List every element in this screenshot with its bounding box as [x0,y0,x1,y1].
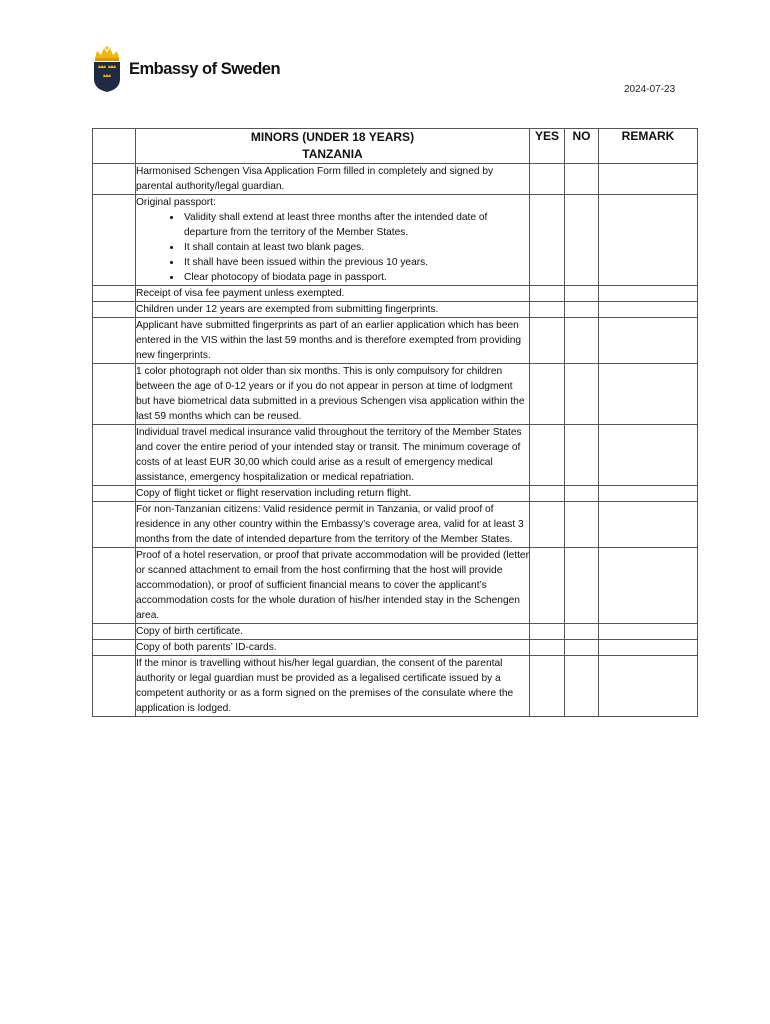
requirement-text: Copy of both parents’ ID-cards. [136,642,277,653]
row-number-cell [93,364,136,425]
no-checkbox-cell[interactable] [565,548,599,624]
no-checkbox-cell[interactable] [565,486,599,502]
requirement-text: Individual travel medical insurance valid throughout the territory of the Member States and cover the entire period of your intended stay or transit. The minimum coverage of costs of at least EUR 30,00 which could arise as a result of emergency medical assistance, emergency hospitalization or medical repatriation. [136,427,522,483]
requirement-text-cell [136,656,530,717]
no-checkbox-cell[interactable] [565,502,599,548]
requirement-text-cell [136,195,530,286]
row-number-cell [93,425,136,486]
requirement-text-cell [136,548,530,624]
yes-checkbox-cell[interactable] [530,656,565,717]
yes-checkbox-cell[interactable] [530,640,565,656]
table-row [93,302,698,318]
no-checkbox-cell[interactable] [565,302,599,318]
requirement-text-cell [136,502,530,548]
no-checkbox-cell[interactable] [565,318,599,364]
remark-cell[interactable] [599,286,698,302]
yes-checkbox-cell[interactable] [530,302,565,318]
table-header-row [93,129,698,164]
no-checkbox-cell[interactable] [565,656,599,717]
remark-cell[interactable] [599,640,698,656]
row-number-cell [93,624,136,640]
table-row [93,164,698,195]
column-header-no: NO [565,129,599,164]
yes-checkbox-cell[interactable] [530,318,565,364]
no-checkbox-cell[interactable] [565,195,599,286]
header-blank-cell [93,129,136,164]
requirement-bullet: • Validity shall extend at least three months after the intended date of departure from the territory of the Member States. [182,210,529,240]
remark-cell[interactable] [599,656,698,717]
swedish-crown-crest-icon [92,45,122,93]
yes-checkbox-cell[interactable] [530,624,565,640]
requirements-checklist-table [92,128,698,717]
yes-checkbox-cell[interactable] [530,486,565,502]
requirement-text-cell [136,286,530,302]
requirement-text: 1 color photograph not older than six months. This is only compulsory for children between the age of 0-12 years or if you do not appear in person at time of lodgment but have biometrical data submitted in a previous Schengen visa application within the last 59 months which can be reused. [136,366,525,422]
yes-checkbox-cell[interactable] [530,164,565,195]
remark-cell[interactable] [599,486,698,502]
yes-checkbox-cell[interactable] [530,502,565,548]
remark-cell[interactable] [599,624,698,640]
requirement-bullet: • It shall contain at least two blank pages. [182,240,529,255]
yes-checkbox-cell[interactable] [530,425,565,486]
requirement-text-cell [136,364,530,425]
requirement-text-cell [136,164,530,195]
no-checkbox-cell[interactable] [565,364,599,425]
row-number-cell [93,640,136,656]
requirement-text-cell [136,486,530,502]
yes-checkbox-cell[interactable] [530,286,565,302]
column-header-remark: REMARK [599,129,698,164]
requirement-text: Proof of a hotel reservation, or proof that private accommodation will be provided (letter or scanned attachment to email from the host confirming that the host will provide accommodation), or proof of sufficient financial means to cover the applicant’s accommodation costs for the whole duration of his/her intended stay in the Schengen area. [136,550,529,621]
remark-cell[interactable] [599,364,698,425]
table-title-line1: MINORS (UNDER 18 YEARS) [250,130,415,144]
requirement-text-cell [136,425,530,486]
requirement-text: Receipt of visa fee payment unless exempted. [136,288,345,299]
row-number-cell [93,164,136,195]
table-row [93,318,698,364]
table-row [93,548,698,624]
yes-checkbox-cell[interactable] [530,364,565,425]
table-row [93,640,698,656]
table-row [93,425,698,486]
no-checkbox-cell[interactable] [565,640,599,656]
header [92,44,280,94]
no-checkbox-cell[interactable] [565,164,599,195]
requirement-text: Harmonised Schengen Visa Application Form filled in completely and signed by parental authority/legal guardian. [136,166,494,192]
requirement-text: Children under 12 years are exempted from submitting fingerprints. [136,304,439,315]
requirement-text-cell [136,640,530,656]
requirement-bullet-list [136,210,529,285]
row-number-cell [93,486,136,502]
row-number-cell [93,656,136,717]
remark-cell[interactable] [599,502,698,548]
table-row [93,195,698,286]
requirement-text: Copy of birth certificate. [136,626,244,637]
column-header-yes: YES [530,129,565,164]
embassy-name: Embassy of Sweden [129,59,281,78]
row-number-cell [93,195,136,286]
requirement-text-cell [136,624,530,640]
remark-cell[interactable] [599,318,698,364]
row-number-cell [93,548,136,624]
requirement-text: Copy of flight ticket or flight reservation including return flight. [136,488,412,499]
requirement-text-cell [136,318,530,364]
row-number-cell [93,502,136,548]
requirement-text: If the minor is travelling without his/her legal guardian, the consent of the parental authority or legal guardian must be provided as a legalised certificate issued by a competent authority or as a form signed on the premises of the consulate where the application is lodged. [136,658,514,714]
requirement-text: Applicant have submitted fingerprints as part of an earlier application which has been entered in the VIS within the last 59 months and is therefore exempted from providing new fingerprints. [136,320,522,361]
remark-cell[interactable] [599,164,698,195]
table-row [93,624,698,640]
table-row [93,656,698,717]
remark-cell[interactable] [599,548,698,624]
row-number-cell [93,286,136,302]
requirement-bullet: • Clear photocopy of biodata page in passport. [182,270,529,285]
table-title [136,129,530,164]
requirement-text: For non-Tanzanian citizens: Valid residence permit in Tanzania, or valid proof of residence in any other country within the Embassy’s coverage area, valid for at least 3 months from the date of intended departure from the territory of the Member States. [136,504,524,545]
document-date: 2024-07-23 [624,84,676,95]
remark-cell[interactable] [599,425,698,486]
table-row [93,502,698,548]
yes-checkbox-cell[interactable] [530,195,565,286]
remark-cell[interactable] [599,195,698,286]
table-row [93,486,698,502]
table-row [93,364,698,425]
yes-checkbox-cell[interactable] [530,548,565,624]
no-checkbox-cell[interactable] [565,624,599,640]
no-checkbox-cell[interactable] [565,286,599,302]
requirement-text: Original passport: [136,197,216,208]
remark-cell[interactable] [599,302,698,318]
no-checkbox-cell[interactable] [565,425,599,486]
table-title-line2: TANZANIA [302,147,363,161]
row-number-cell [93,318,136,364]
row-number-cell [93,302,136,318]
requirement-text-cell [136,302,530,318]
requirement-bullet: • It shall have been issued within the previous 10 years. [182,255,529,270]
table-row [93,286,698,302]
